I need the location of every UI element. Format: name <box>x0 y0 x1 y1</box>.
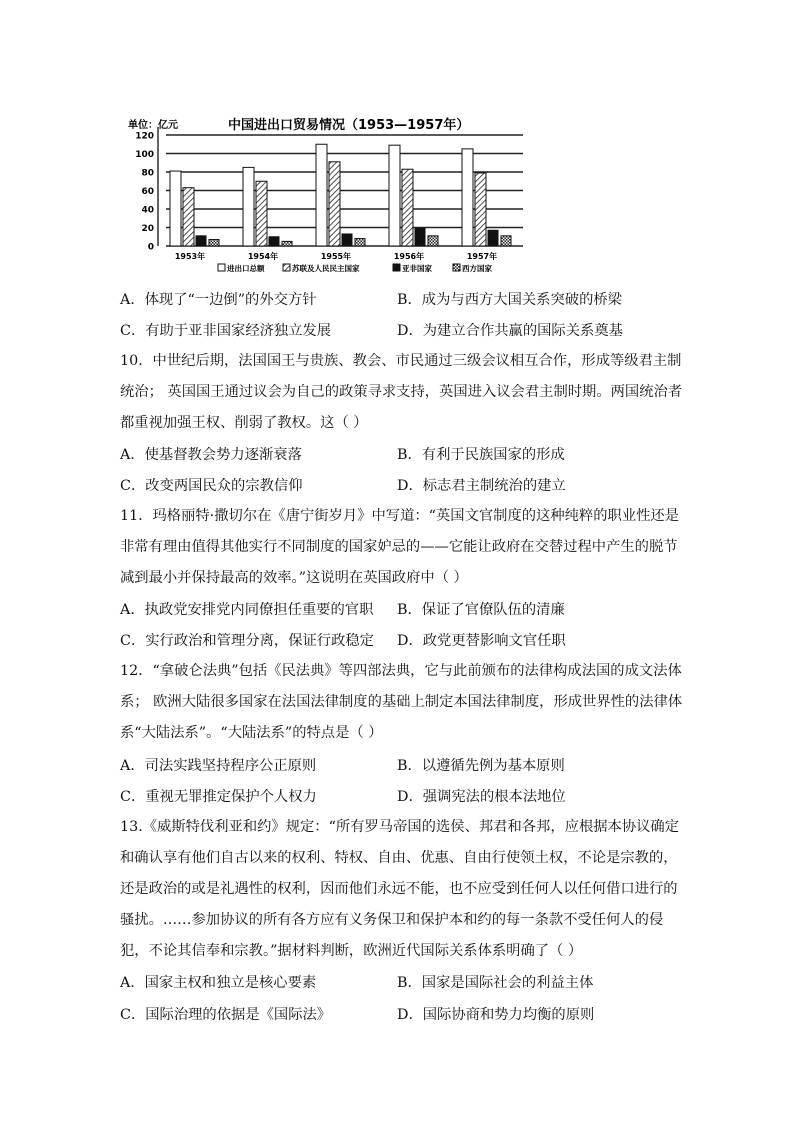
q12-options-row-2 <box>120 786 680 806</box>
legend-label: 进出口总额 <box>227 264 265 273</box>
legend-swatch <box>453 264 460 271</box>
q12-options-row-1 <box>120 755 680 775</box>
x-tick-label: 1955年 <box>320 252 352 261</box>
q10-options-row-1 <box>120 444 680 464</box>
q10-stem-line-1: 10．中世纪后期，法国国王与贵族、教会、市民通过三级会议相互合作，形成等级君主制 <box>120 353 682 369</box>
q12-stem-line-3: 系“大陆法系”。“大陆法系”的特点是（ ） <box>120 725 383 741</box>
bar <box>183 188 194 246</box>
q12-option-a[interactable]: A．司法实践坚持程序公正原则 <box>120 758 317 774</box>
q11-option-b[interactable]: B．保证了官僚队伍的清廉 <box>397 602 565 618</box>
legend-label: 亚非国家 <box>402 264 432 273</box>
q10-option-c[interactable]: C．改变两国民众的宗教信仰 <box>120 478 303 494</box>
legend-swatch <box>218 264 225 271</box>
bar <box>428 236 438 246</box>
q11-option-a[interactable]: A．执政党安排党内同僚担任重要的官职 <box>120 602 374 618</box>
x-tick-label: 1953年 <box>174 252 206 261</box>
legend-label: 西方国家 <box>462 264 492 273</box>
bar <box>256 181 267 246</box>
q10-option-b[interactable]: B．有利于民族国家的形成 <box>397 447 565 463</box>
bar <box>170 171 181 246</box>
bar <box>196 236 206 246</box>
q9-option-b[interactable]: B．成为与西方大国关系突破的桥梁 <box>397 292 622 308</box>
q13-option-d[interactable]: D．国际协商和势力均衡的原则 <box>397 1007 595 1023</box>
q12-stem-line-2: 系； 欧洲大陆很多国家在法国法律制度的基础上制定本国法律制度，形成世界性的法律体 <box>120 694 683 710</box>
bar <box>462 149 473 246</box>
bar <box>488 230 498 246</box>
q12-option-d[interactable]: D．强调宪法的根本法地位 <box>397 789 566 805</box>
q10-options-row-2 <box>120 475 680 495</box>
q11-stem-line-3: 减到最小并保持最高的效率。”这说明在英国政府中（ ） <box>120 570 468 586</box>
q13-option-b[interactable]: B．国家是国际社会的利益主体 <box>397 975 594 991</box>
bar <box>355 239 365 246</box>
y-tick-label: 0 <box>147 242 154 253</box>
q11-stem-line-2: 非常有理由值得其他实行不同制度的国家妒忌的——它能让政府在交替过程中产生的脱节 <box>120 539 678 555</box>
q12-option-b[interactable]: B．以遵循先例为基本原则 <box>397 758 565 774</box>
x-tick-label: 1954年 <box>247 252 279 261</box>
q10-option-a[interactable]: A．使基督教会势力逐渐衰落 <box>120 447 302 463</box>
bar <box>209 240 219 246</box>
trade-bar-chart <box>128 110 528 280</box>
bar <box>389 145 400 246</box>
bar <box>329 162 340 246</box>
q11-options-row-1 <box>120 599 680 619</box>
bar <box>269 237 279 246</box>
q11-option-c[interactable]: C．实行政治和管理分离，保证行政稳定 <box>120 633 374 649</box>
q10-stem-line-3: 都重视加强王权、削弱了教权。这（ ） <box>120 415 368 431</box>
q13-stem-line-3: 还是政治的或是礼遇性的权利，因而他们永远不能，也不应受到任何人以任何借口进行的 <box>120 881 678 897</box>
bar <box>316 144 327 246</box>
chart-unit-label: 单位：亿元 <box>128 120 178 131</box>
q13-stem-line-4: 骚扰。……参加协议的所有各方应有义务保卫和保护本和约的每一条款不受任何人的侵 <box>120 912 664 928</box>
q12-option-c[interactable]: C．重视无罪推定保护个人权力 <box>120 789 317 805</box>
q13-stem-line-1: 13.《威斯特伐利亚和约》规定：“所有罗马帝国的选侯、邦君和各邦，应根据本协议确定 <box>120 819 680 835</box>
bar <box>402 169 413 246</box>
bar <box>475 173 486 246</box>
q13-option-a[interactable]: A．国家主权和独立是核心要素 <box>120 975 317 991</box>
q13-options-row-1 <box>120 972 680 992</box>
y-tick-label: 40 <box>141 205 154 216</box>
legend-swatch <box>393 264 400 271</box>
q13-stem-line-5: 犯，不论其信奉和宗教。”据材料判断，欧洲近代国际关系体系明确了（ ） <box>120 943 583 959</box>
y-tick-label: 20 <box>141 224 154 234</box>
bar <box>282 241 292 246</box>
q13-option-c[interactable]: C．国际治理的依据是《国际法》 <box>120 1007 332 1023</box>
x-tick-label: 1957年 <box>466 252 498 261</box>
q10-stem-line-2: 统治； 英国国王通过议会为自己的政策寻求支持，英国进入议会君主制时期。两国统治者 <box>120 384 683 400</box>
chart-title: 中国进出口贸易情况（1953—1957年） <box>228 118 470 133</box>
q13-stem-line-2: 和确认享有他们自古以来的权利、特权、自由、优惠、自由行使领土权，不论是宗教的， <box>120 850 678 866</box>
q10-option-d[interactable]: D．标志君主制统治的建立 <box>397 478 566 494</box>
bar <box>415 228 425 246</box>
q11-option-d[interactable]: D．政党更替影响文官任职 <box>397 633 566 649</box>
bar <box>501 236 511 246</box>
q11-options-row-2 <box>120 630 680 650</box>
y-tick-label: 80 <box>141 168 154 179</box>
y-tick-label: 120 <box>135 131 154 142</box>
bar <box>243 167 254 246</box>
q9-options-row-2 <box>120 320 680 340</box>
q9-options-row-1 <box>120 289 680 309</box>
q9-option-c[interactable]: C．有助于亚非国家经济独立发展 <box>120 323 332 339</box>
legend-label: 苏联及人民民主国家 <box>292 264 360 273</box>
y-tick-label: 60 <box>141 187 154 197</box>
chart-svg <box>128 110 528 280</box>
q9-option-a[interactable]: A．体现了“一边倒”的外交方针 <box>120 292 317 308</box>
q12-stem-line-1: 12．“拿破仑法典”包括《民法典》等四部法典，它与此前颁布的法律构成法国的成文法体 <box>120 663 682 679</box>
q11-stem-line-1: 11．玛格丽特·撒切尔在《唐宁街岁月》中写道：“英国文官制度的这种纯粹的职业性还是 <box>120 508 680 524</box>
legend-swatch <box>283 264 290 271</box>
q13-options-row-2 <box>120 1004 680 1024</box>
x-tick-label: 1956年 <box>393 252 425 261</box>
y-tick-label: 100 <box>135 150 154 160</box>
bar <box>342 234 352 246</box>
q9-option-d[interactable]: D．为建立合作共赢的国际关系奠基 <box>397 323 623 339</box>
